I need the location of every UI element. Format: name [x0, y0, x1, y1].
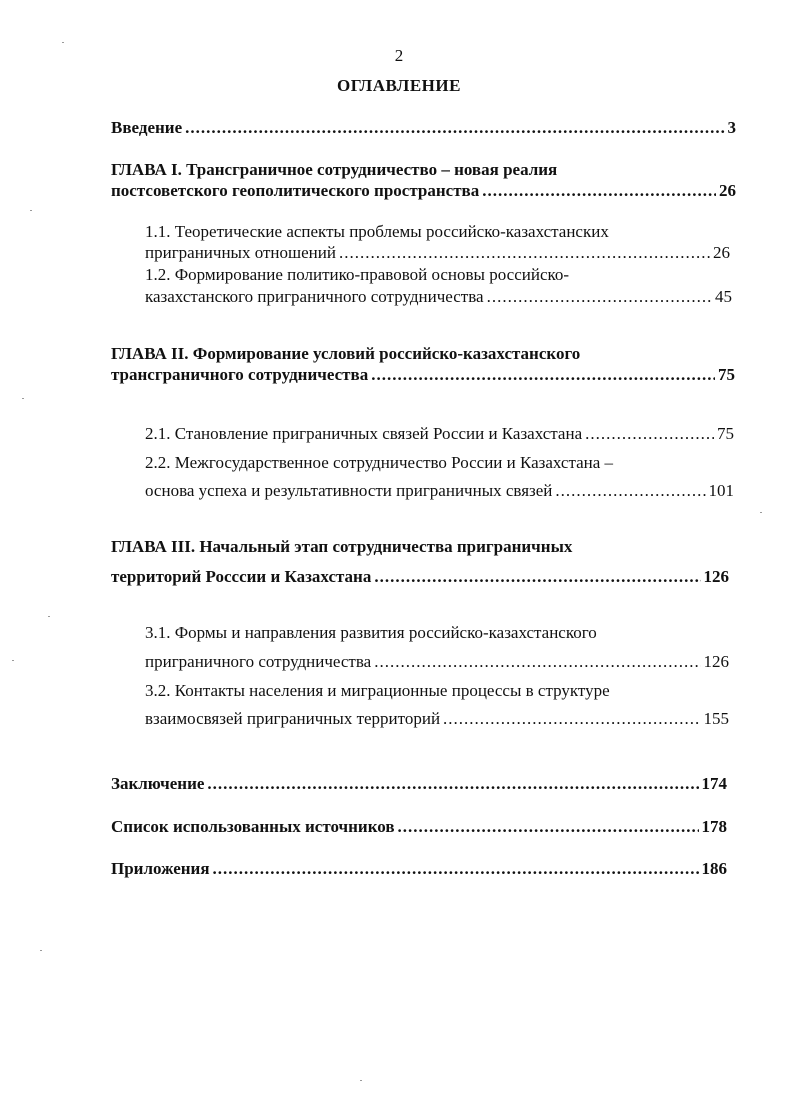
toc-entry-section-1-2[interactable]	[145, 286, 732, 308]
leader-dots	[339, 242, 710, 264]
toc-entry-page: 75	[718, 365, 735, 384]
leader-dots	[213, 858, 699, 880]
scan-speck	[48, 616, 50, 617]
leader-dots	[487, 286, 712, 308]
page-title: ОГЛАВЛЕНИЕ	[337, 76, 461, 95]
toc-entry-page: 174	[701, 774, 727, 793]
leader-dots	[371, 364, 715, 386]
chapter-3-title[interactable]: ГЛАВА III. Начальный этап сотрудничества приграничных	[111, 537, 573, 556]
toc-entry-page: 101	[708, 481, 734, 500]
scan-speck	[12, 660, 14, 661]
toc-entry-page: 126	[703, 567, 729, 586]
toc-entry-label: трансграничного сотрудничества	[111, 365, 369, 384]
toc-entry-page: 45	[715, 287, 732, 306]
toc-entry-label: 2.1. Становление приграничных связей России и Казахстана	[145, 424, 583, 443]
leader-dots	[374, 651, 700, 673]
leader-dots	[374, 566, 700, 588]
leader-dots	[207, 773, 698, 795]
toc-entry-label: постсоветского геополитического пространства	[111, 181, 480, 200]
scan-speck	[62, 42, 64, 43]
toc-entry-sources[interactable]	[111, 816, 727, 838]
toc-entry-label: основа успеха и результативности приграничных связей	[145, 481, 553, 500]
leader-dots	[482, 180, 716, 202]
scan-speck	[30, 210, 32, 211]
chapter-1-title[interactable]: ГЛАВА I. Трансграничное сотрудничество – новая реалия	[111, 160, 558, 179]
toc-entry-label: Список использованных источников	[111, 817, 395, 836]
toc-entry-conclusion[interactable]	[111, 773, 727, 795]
chapter-2-title[interactable]: ГЛАВА II. Формирование условий российско-казахстанского	[111, 344, 581, 363]
toc-entry-label: Приложения	[111, 859, 210, 878]
toc-entry-label: взаимосвязей приграничных территорий	[145, 709, 441, 728]
toc-entry-section-3-2[interactable]	[145, 708, 729, 730]
toc-entry-section-1-1[interactable]	[145, 242, 730, 264]
toc-entry-page: 75	[717, 424, 734, 443]
section-1-2-title[interactable]: 1.2. Формирование политико-правовой основы российско-	[145, 265, 570, 284]
toc-entry-chapter-3[interactable]	[111, 566, 729, 588]
toc-entry-page: 178	[701, 817, 727, 836]
section-3-2-title[interactable]: 3.2. Контакты населения и миграционные процессы в структуре	[145, 681, 610, 700]
scan-speck	[40, 950, 42, 951]
toc-entry-label: Заключение	[111, 774, 205, 793]
toc-entry-page: 3	[727, 118, 736, 137]
toc-entry-page: 126	[703, 652, 729, 671]
toc-entry-page: 155	[703, 709, 729, 728]
leader-dots	[585, 423, 714, 445]
toc-entry-chapter-2[interactable]	[111, 364, 735, 386]
scan-speck	[22, 398, 24, 399]
toc-entry-label: территорий Россcии и Казахстана	[111, 567, 372, 586]
toc-entry-page: 26	[713, 243, 730, 262]
toc-entry-label: казахстанского приграничного сотрудничества	[145, 287, 484, 306]
leader-dots	[443, 708, 700, 730]
section-1-1-title[interactable]: 1.1. Теоретические аспекты проблемы российско-казахстанских	[145, 222, 609, 241]
toc-entry-page: 186	[701, 859, 727, 878]
page-number: 2	[394, 46, 404, 65]
toc-entry-section-2-1[interactable]	[145, 423, 734, 445]
scan-speck	[360, 1080, 362, 1081]
section-2-2-title[interactable]: 2.2. Межгосударственное сотрудничество России и Казахстана –	[145, 453, 614, 472]
toc-entry-section-2-2[interactable]	[145, 480, 734, 502]
toc-entry-appendix[interactable]	[111, 858, 727, 880]
toc-entry-page: 26	[719, 181, 736, 200]
leader-dots	[555, 480, 705, 502]
toc-entry-chapter-1[interactable]	[111, 180, 736, 202]
toc-entry-label: Введение	[111, 118, 183, 137]
leader-dots	[398, 816, 699, 838]
scan-speck	[760, 512, 762, 513]
leader-dots	[185, 117, 724, 139]
section-3-1-title[interactable]: 3.1. Формы и направления развития российско-казахстанского	[145, 623, 597, 642]
toc-entry-section-3-1[interactable]	[145, 651, 729, 673]
toc-entry-intro[interactable]	[111, 117, 736, 139]
toc-entry-label: приграничного сотрудничества	[145, 652, 372, 671]
toc-entry-label: приграничных отношений	[145, 243, 336, 262]
